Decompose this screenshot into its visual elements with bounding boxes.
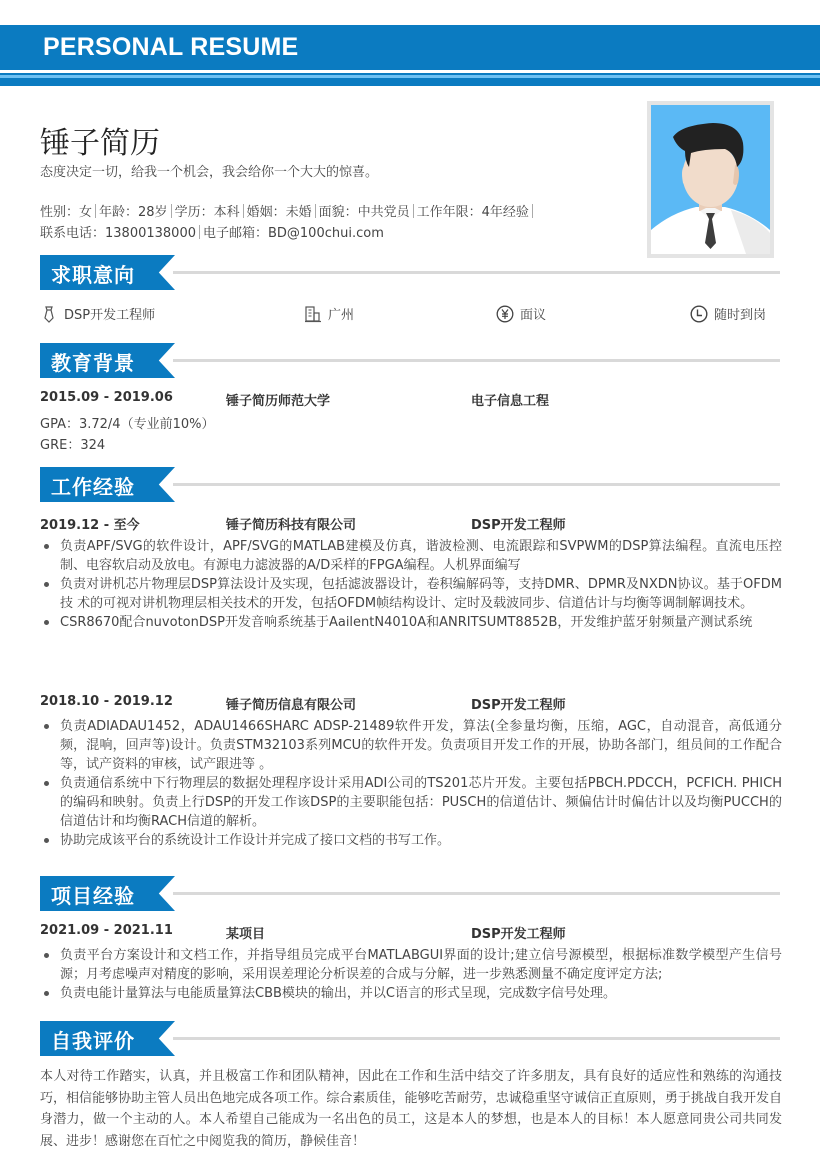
yen-icon <box>496 305 514 323</box>
education-school: 锤子简历师范大学 <box>226 394 331 409</box>
section-rule <box>173 271 780 274</box>
intent-position <box>40 304 155 323</box>
job-company: 锤子简历信息有限公司 <box>226 698 357 713</box>
intent-availability <box>690 304 766 323</box>
section-title: 教育背景 <box>51 351 135 375</box>
project-entry-header <box>40 923 780 941</box>
divider <box>243 204 244 218</box>
info-experience: 工作年限：4年经验 <box>416 205 529 220</box>
intent-availability-label: 随时到岗 <box>714 308 767 323</box>
section-rule <box>173 1037 780 1040</box>
bullet-item: 负责通信系统中下行物理层的数据处理程序设计采用ADI公司的TS201芯片开发。主要包括PBCH.PDCCH，PCFICH. PHICH的编码和映射。负责上行DSP的开发工作该DSP的主要职能包括：PUSCH的信道估计、频偏估计时偏估计以及均衡PUCCH的信道估计和均衡RACH信道的解析。 <box>40 774 782 831</box>
section-title: 求职意向 <box>51 263 135 287</box>
job-period: 2018.10 - 2019.12 <box>40 694 173 709</box>
education-gre: GRE：324 <box>40 438 106 453</box>
project-bullets <box>40 946 782 1003</box>
education-entry-header <box>40 390 780 408</box>
divider <box>532 204 533 218</box>
section-header-intent <box>40 255 780 290</box>
info-email: 电子邮箱：BD@100chui.com <box>202 226 384 241</box>
info-education: 学历：本科 <box>174 205 240 220</box>
bullet-item: 负责平台方案设计和文档工作，并指导组员完成平台MATLABGUI界面的设计;建立信号源模型，根据标准数学模型产生信号源；月考虑噪声对精度的影响，采用误差理论分析误差的合成与分解，进一步熟悉测量不确定度评定方法; <box>40 946 782 984</box>
bullet-item: 负责电能计量算法与电能质量算法CBB模块的输出，并以C语言的形式呈现，完成数字信号处理。 <box>40 984 782 1003</box>
section-title: 自我评价 <box>51 1029 135 1053</box>
section-header-project <box>40 876 780 911</box>
section-rule <box>173 359 780 362</box>
section-title: 项目经验 <box>51 884 135 908</box>
info-political: 面貌：中共党员 <box>318 205 410 220</box>
resume-name: 锤子简历 <box>40 126 160 161</box>
intent-salary-label: 面议 <box>520 308 547 323</box>
banner-stripe-white <box>0 70 820 73</box>
divider <box>95 204 96 218</box>
tie-icon <box>40 305 58 323</box>
project-period: 2021.09 - 2021.11 <box>40 923 173 938</box>
personal-info-line-1 <box>40 201 536 220</box>
intent-city <box>304 304 354 323</box>
job-period: 2019.12 - 至今 <box>40 518 140 533</box>
job-entry-header <box>40 694 780 712</box>
education-period: 2015.09 - 2019.06 <box>40 390 173 405</box>
job-role: DSP开发工程师 <box>471 698 566 713</box>
job-entry-header <box>40 514 780 532</box>
section-header-work <box>40 467 780 502</box>
bullet-item: 负责对讲机芯片物理层DSP算法设计及实现，包括滤波器设计，卷积编解码等，支持DMR、DPMR及NXDN协议。基于OFDM技 术的可视对讲机物理层相关技术的开发，包括OFDM帧结构设计、定时及载波同步、信道估计与均衡等调制解调技术。 <box>40 575 782 613</box>
bullet-item: 负责APF/SVG的软件设计，APF/SVG的MATLAB建模及仿真，谐波检测、电流跟踪和SVPWM的DSP算法编程。直流电压控制、电容软启动及放电。有源电力滤波器的A/D采样的FPGA编程。人机界面编写 <box>40 537 782 575</box>
resume-banner <box>0 25 820 86</box>
intent-position-label: DSP开发工程师 <box>64 308 156 323</box>
project-role: DSP开发工程师 <box>471 927 566 942</box>
info-age: 年龄：28岁 <box>99 205 168 220</box>
info-marital: 婚姻：未婚 <box>246 205 312 220</box>
divider <box>199 225 200 239</box>
section-rule <box>173 892 780 895</box>
intent-salary <box>496 304 546 323</box>
section-header-self <box>40 1021 780 1056</box>
personal-info-line-2 <box>40 222 384 241</box>
project-name: 某项目 <box>226 927 266 942</box>
section-header-education <box>40 343 780 378</box>
job-bullets <box>40 537 782 632</box>
banner-stripe-light <box>0 75 820 78</box>
info-gender: 性别：女 <box>40 205 93 220</box>
education-gpa: GPA：3.72/4（专业前10%） <box>40 417 215 432</box>
intent-city-label: 广州 <box>328 308 355 323</box>
bullet-item: 协助完成该平台的系统设计工作设计并完成了接口文档的书写工作。 <box>40 831 782 850</box>
avatar-photo <box>647 101 774 258</box>
divider <box>171 204 172 218</box>
section-rule <box>173 483 780 486</box>
banner-title: PERSONAL RESUME <box>43 33 299 61</box>
bullet-item: CSR8670配合nuvotonDSP开发音响系统基于AailentN4010A和ANRITSUMT8852B，开发维护蓝牙射频量产测试系统 <box>40 613 782 632</box>
clock-icon <box>690 305 708 323</box>
job-role: DSP开发工程师 <box>471 518 566 533</box>
divider <box>315 204 316 218</box>
job-company: 锤子简历科技有限公司 <box>226 518 357 533</box>
self-evaluation-text: 本人对待工作踏实，认真，并且极富工作和团队精神，因此在工作和生活中结交了许多朋友，具有良好的适应性和熟练的沟通技巧，相信能够协助主管人员出色地完成各项工作。综合素质佳，能够吃苦耐劳，忠诚稳重坚守诚信正直原则，勇于挑战自我开发自身潜力，做一个主动的人。本人希望自己能成为一名出色的员工，这是本人的梦想，也是本人的目标！本人愿意同贵公司共同发展、进步！感谢您在百忙之中阅览我的简历，静候佳音！ <box>40 1069 782 1149</box>
section-title: 工作经验 <box>51 475 135 499</box>
avatar-icon <box>651 105 770 254</box>
bullet-item: 负责ADIADAU1452，ADAU1466SHARC ADSP-21489软件开发，算法(全参量均衡，压缩，AGC，自动混音，高低通分 频，混响，回声等)设计。负责STM32103系列MCU的软件开发。负责项目开发工作的开展，协助各部门，组员间的工作配合等，试产资料的审核，试产跟进等 。 <box>40 717 782 774</box>
job-bullets <box>40 717 782 850</box>
motto: 态度决定一切，给我一个机会，我会给你一个大大的惊喜。 <box>40 165 379 180</box>
divider <box>413 204 414 218</box>
education-major: 电子信息工程 <box>471 394 550 409</box>
building-icon <box>304 305 322 323</box>
info-phone: 联系电话：13800138000 <box>40 226 196 241</box>
